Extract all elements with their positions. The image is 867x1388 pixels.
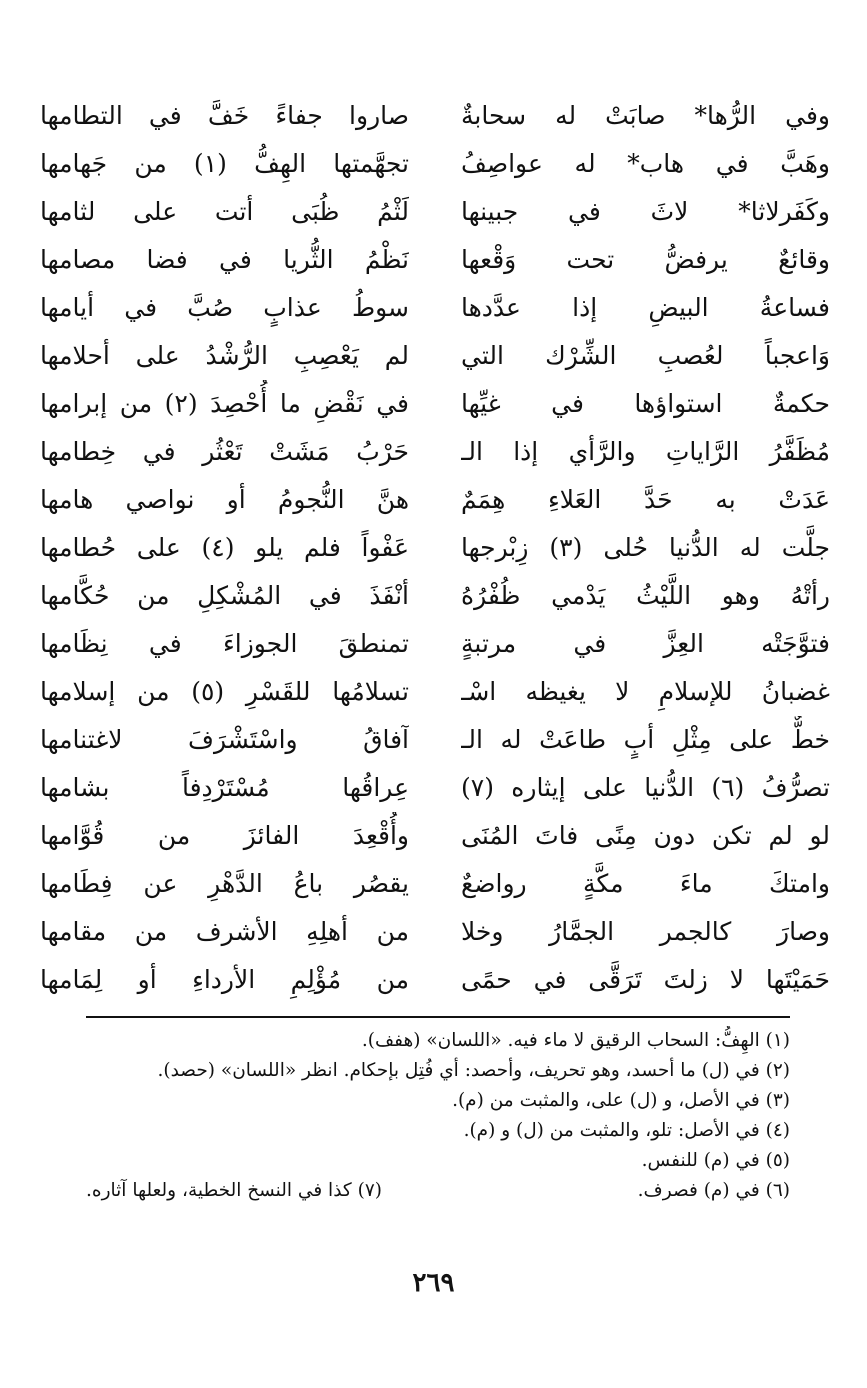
verse-line: حَرْبُ مَشَتْ تَعْثُر في خِطامها (40, 437, 409, 466)
verse-line: وكَفَرلاثا* لاثَ في جبينها (461, 197, 830, 226)
footnote: (٦) في (م) فصرف. (637, 1180, 790, 1201)
verse-line: عَفْواً فلم يلو (٤) على حُطامها (40, 533, 409, 562)
verse-line: عَدَتْ به حَدَّ العَلاءِ هِمَمٌ (461, 485, 830, 514)
verse-line: لم يَعْصِبِ الرُّشْدُ على أحلامها (40, 341, 409, 370)
verse-line: حَمَيْتَها لا زلتَ تَرَقَّى في حمًى (461, 965, 830, 994)
verse-line: وامتكَ ماءَ مكَّةٍ رواضعٌ (461, 869, 830, 898)
footnote: (٢) في (ل) ما أحسد، وهو تحريف، وأحصد: أي فُتِل بإحكام. انظر «اللسان» (حصد). (157, 1060, 790, 1081)
verse-line: سوطُ عذابٍ صُبَّ في أيامها (40, 293, 409, 322)
verse-line: صاروا جفاءً خَفَّ في التطامها (40, 101, 409, 130)
verse-line: نَظْمُ الثُّريا في فضا مصامها (40, 245, 409, 274)
verse-line: من مُؤْلِمِ الأرداءِ أو لِمَامها (40, 965, 409, 994)
verse-line: غضبانُ للإسلامِ لا يغيظه اسْـ (461, 677, 830, 706)
verse-line: وفي الرُّها* صابَتْ له سحابةٌ (461, 101, 830, 130)
verse-line: وقائعٌ يرفضُّ تحت وَقْعها (461, 245, 830, 274)
verse-line: فساعةُ البيضِ إذا عدَّدها (461, 293, 830, 322)
verse-line: فتوَّجَتْه العِزَّ في مرتبةٍ (461, 629, 830, 658)
verse-line: تسلامُها للقَسْرِ (٥) من إسلامها (40, 677, 409, 706)
verse-line: وصارَ كالجمر الجمَّارُ وخلا (461, 917, 830, 946)
verse-line: وَاعجباً لعُصبِ الشِّرْك التي (461, 341, 830, 370)
verse-line: هنَّ النُّجومُ أو نواصي هامها (40, 485, 409, 514)
left-verse-column (40, 92, 409, 1004)
footnote: (٧) كذا في النسخ الخطية، ولعلها آثاره. (86, 1180, 382, 1201)
verse-line: لو لم تكن دون مِنًى فاتَ المُنَى (461, 821, 830, 850)
verse-line: لَثْمُ ظُبَى أتت على لثامها (40, 197, 409, 226)
verse-line: تمنطقَ الجوزاءَ في نِظَامها (40, 629, 409, 658)
verse-line: عِراقُها مُسْتَرْدِفاً بشامها (40, 773, 409, 802)
page-number: ٢٦٩ (412, 1268, 455, 1298)
verse-line: رأتْهُ وهو اللَّيْثُ يَدْمي ظُفْرُهُ (461, 581, 830, 610)
verse-line: أنْفَذَ في المُشْكِلِ من حُكَّامها (40, 581, 409, 610)
poem-body (40, 92, 830, 1004)
footnote-divider (86, 1016, 790, 1018)
verse-line: يقصُر باعُ الدَّهْرِ عن فِطَامها (40, 869, 409, 898)
verse-line: آفاقُ واسْتَشْرَفَ لاغتنامها (40, 725, 409, 754)
verse-line: في نَقْضِ ما أُحْصِدَ (٢) من إبرامها (40, 389, 409, 418)
verse-line: مُظَفَّرُ الرَّاياتِ والرَّأي إذا الـ (461, 437, 830, 466)
verse-line: خطٌّ على مِثْلِ أبٍ طاعَتْ له الـ (461, 725, 830, 754)
footnote: (٥) في (م) للنفس. (641, 1150, 790, 1171)
verse-line: تجهَّمتها الهِفُّ (١) من جَهامها (40, 149, 409, 178)
footnotes (86, 1026, 790, 1206)
verse-line: جلَّت له الدُّنيا حُلى (٣) زِبْرجها (461, 533, 830, 562)
verse-line: تصرُّفُ (٦) الدُّنيا على إيثاره (٧) (461, 773, 830, 802)
footnote: (١) الهِفُّ: السحاب الرقيق لا ماء فيه. «اللسان» (هفف). (361, 1030, 790, 1051)
verse-line: وأُقْعِدَ الفائزَ من قُوَّامها (40, 821, 409, 850)
footnote: (٤) في الأصل: تلو، والمثبت من (ل) و (م). (463, 1120, 790, 1141)
verse-line: حكمةٌ استواؤها في غيِّها (461, 389, 830, 418)
footnote-pair (86, 1176, 790, 1206)
footnote: (٣) في الأصل، و (ل) على، والمثبت من (م). (452, 1090, 790, 1111)
verse-line: وهَبَّ في هاب* له عواصِفُ (461, 149, 830, 178)
right-verse-column (461, 92, 830, 1004)
verse-line: من أهلِهِ الأشرف من مقامها (40, 917, 409, 946)
